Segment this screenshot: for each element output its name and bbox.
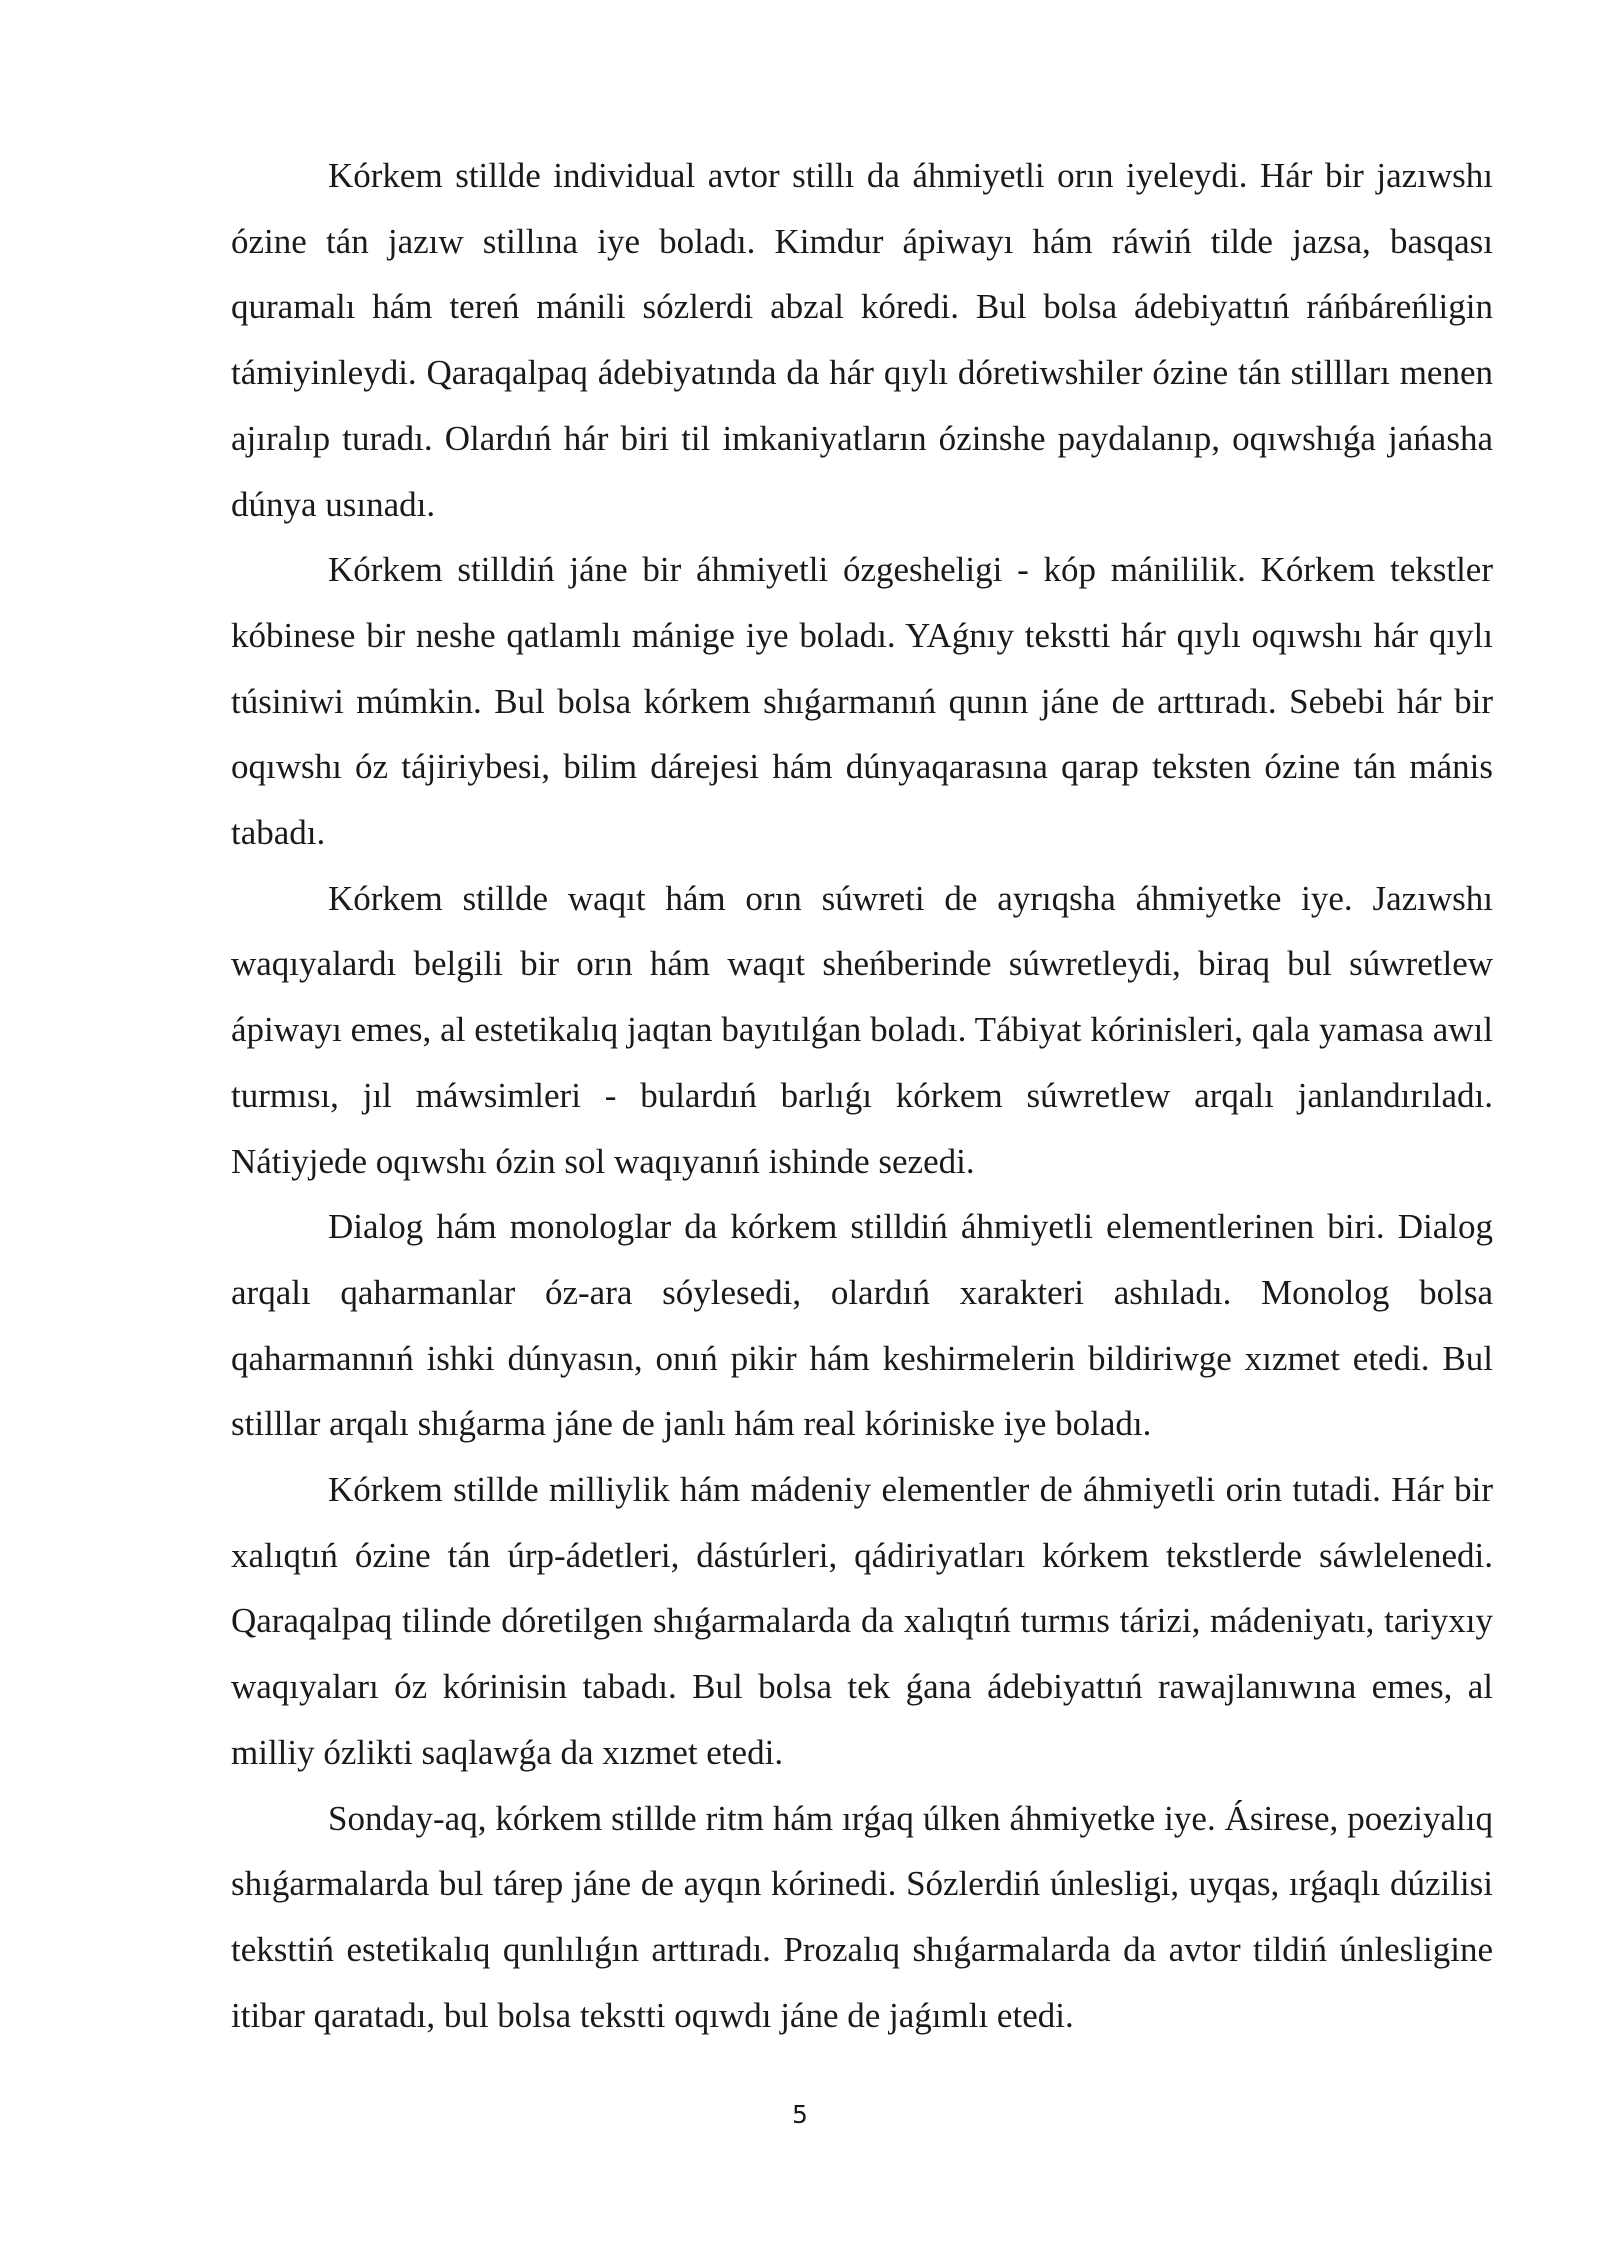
- document-page: [231, 143, 1493, 2048]
- paragraph-3: Kórkem stillde waqıt hám orın súwreti de ayrıqsha áhmiyetke iye. Jazıwshı waqıyalardı belgili bir orın hám waqıt sheńberinde súwretleydi, biraq bul súwretlew ápiwayı emes, al estetikalıq jaqtan bayıtılǵan boladı. Tábiyat kórinisleri, qala yamasa awıl turmısı, jıl máwsimleri - bulardıń barlıǵı kórkem súwretlew arqalı janlandırıladı. Nátiyjede oqıwshı ózin sol waqıyanıń ishinde sezedi.: [231, 878, 1493, 1181]
- paragraph-5: Kórkem stillde milliylik hám mádeniy elementler de áhmiyetli orin tutadi. Hár bir xalıqtıń ózine tán úrp-ádetleri, dástúrleri, qádiriyatları kórkem tekstlerde sáwlelenedi. Qaraqalpaq tilinde dóretilgen shıǵarmalarda da xalıqtıń turmıs tárizi, mádeniyatı, tariyxıy waqıyaları óz kórinisin tabadı. Bul bolsa tek ǵana ádebiyattıń rawajlanıwına emes, al milliy ózlikti saqlawǵa da xızmet etedi.: [231, 1470, 1493, 1772]
- paragraph-2: Kórkem stilldiń jáne bir áhmiyetli ózgesheligi - kóp mánililik. Kórkem tekstler kóbinese bir neshe qatlamlı mánige iye boladı. YAǵnıy tekstti hár qıylı oqıwshı hár qıylı túsiniwi múmkin. Bul bolsa kórkem shıǵarmanıń qunın jáne de arttıradı. Sebebi hár bir oqıwshı óz tájiriybesi, bilim dárejesi hám dúnyaqarasına qarap teksten ózine tán mánis tabadı.: [231, 550, 1493, 853]
- paragraph-6: Sonday-aq, kórkem stillde ritm hám ırǵaq úlken áhmiyetke iye. Ásirese, poeziyalıq shıǵarmalarda bul tárep jáne de ayqın kórinedi. Sózlerdiń únlesligi, uyqas, ırǵaqlı dúzilisi teksttiń estetikalıq qunlılıǵın arttıradı. Prozalıq shıǵarmalarda da avtor tildiń únlesligine itibar qaratadı, bul bolsa tekstti oqıwdı jáne de jaǵımlı etedi.: [231, 1798, 1493, 2035]
- paragraph-1: Kórkem stillde individual avtor stillı da áhmiyetli orın iyeleydi. Hár bir jazıwshı ózine tán jazıw stillına iye boladı. Kimdur ápiwayı hám ráwiń tilde jazsa, basqası quramalı hám tereń mánili sózlerdi abzal kóredi. Bul bolsa ádebiyattıń ráńbáreńligin támiyinleydi. Qaraqalpaq ádebiyatında da hár qıylı dóretiwshiler ózine tán stillları menen ajıralıp turadı. Olardıń hár biri til imkaniyatların ózinshe paydalanıp, oqıwshıǵa jańasha dúnya usınadı.: [231, 156, 1493, 524]
- paragraph-4: Dialog hám monologlar da kórkem stilldiń áhmiyetli elementlerinen biri. Dialog arqalı qaharmanlar óz-ara sóylesedi, olardıń xarakteri ashıladı. Monolog bolsa qaharmannıń ishki dúnyasın, onıń pikir hám keshirmelerin bildiriwge xızmet etedi. Bul stilllar arqalı shıǵarma jáne de janlı hám real kóriniske iye boladı.: [231, 1207, 1493, 1444]
- page-number: 5: [792, 2100, 808, 2129]
